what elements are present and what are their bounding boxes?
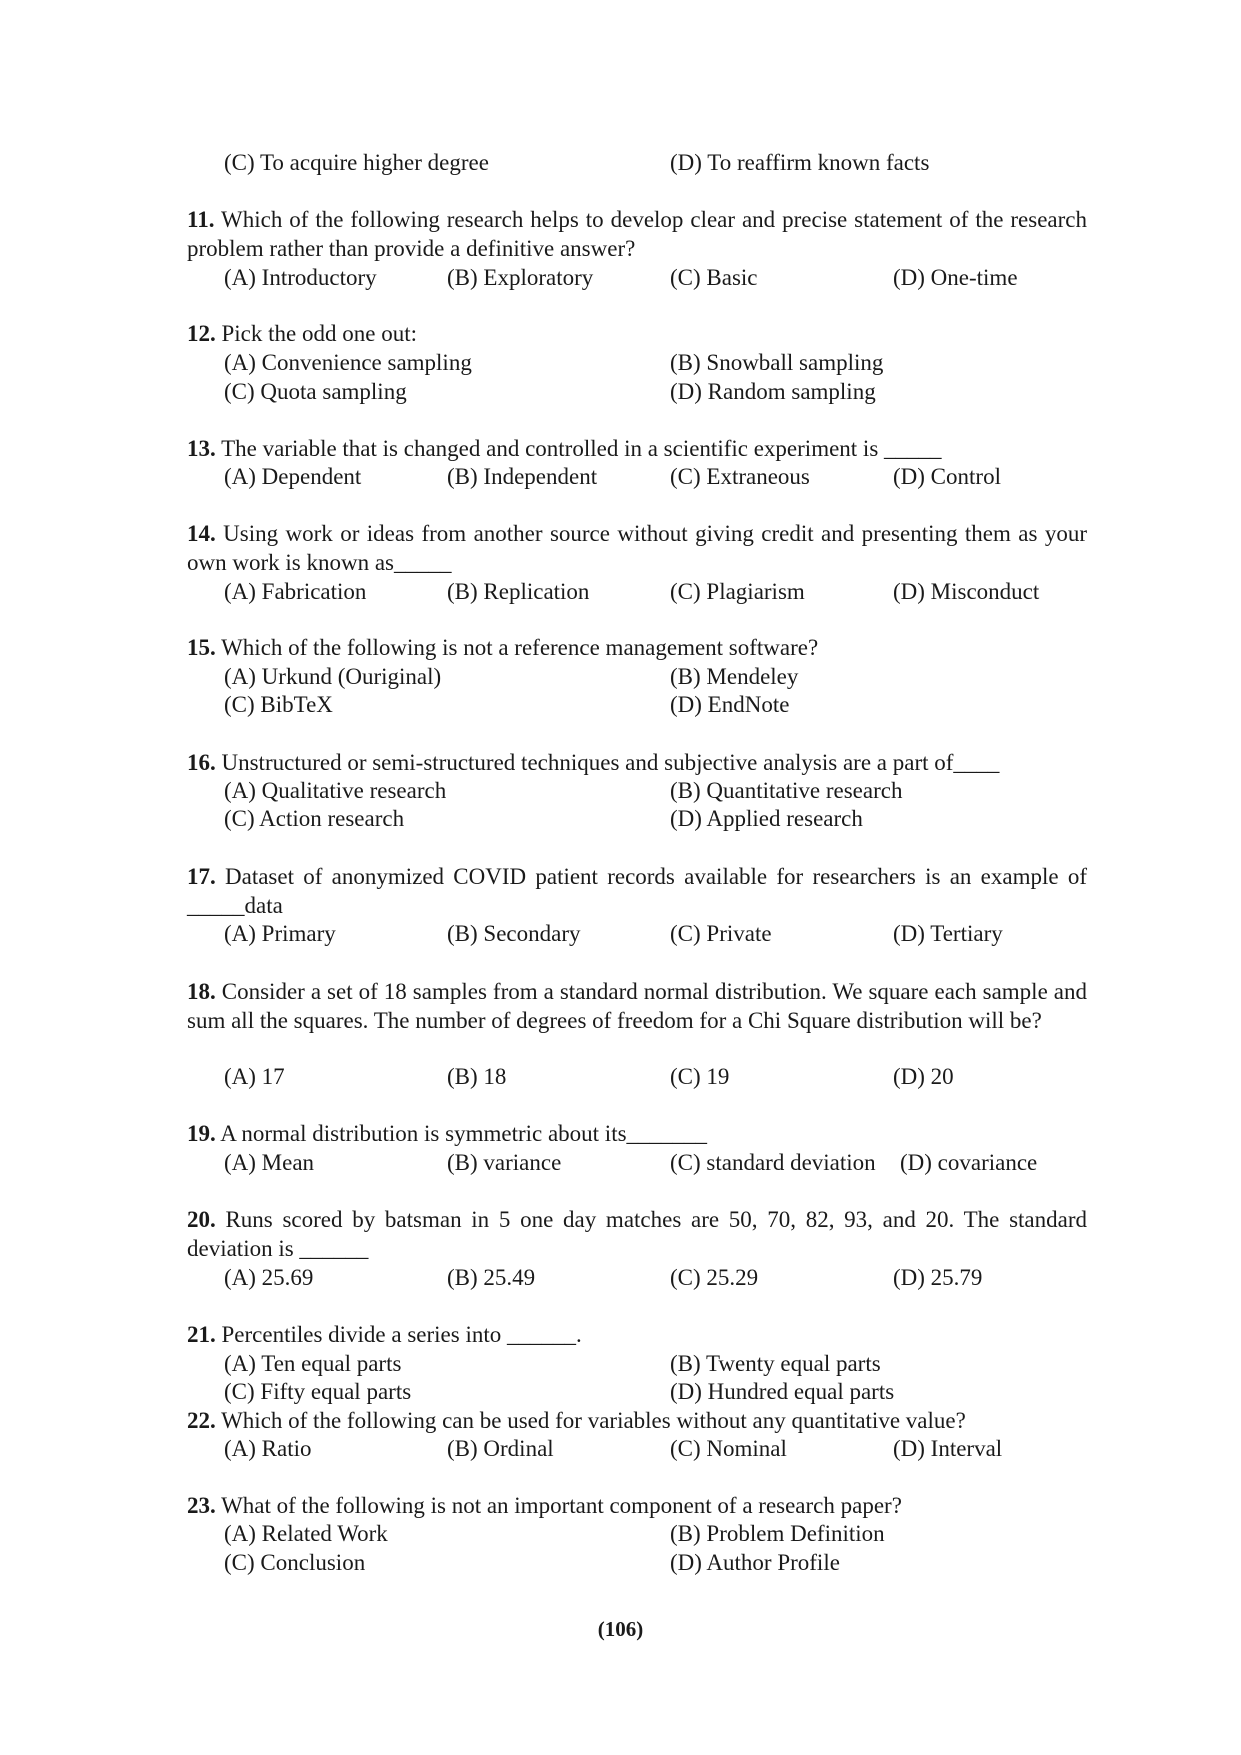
question-number: 22. xyxy=(187,1408,216,1433)
question-stem: Using work or ideas from another source without giving credit and presenting them as your own work is known as_____ xyxy=(187,521,1088,575)
question-stem: Which of the following is not a reference management software? xyxy=(221,635,819,660)
option-b: (B) Replication xyxy=(447,579,590,604)
question-16 xyxy=(187,749,1087,778)
question-stem: Dataset of anonymized COVID patient records available for researchers is an example of _____data xyxy=(187,864,1087,918)
question-number: 12. xyxy=(187,321,216,346)
option-c: (C) Nominal xyxy=(670,1436,787,1461)
option-c: (C) standard deviation xyxy=(670,1150,876,1175)
option-d: (D) Applied research xyxy=(670,806,863,831)
option-a: (A) Qualitative research xyxy=(224,778,447,803)
question-number: 21. xyxy=(187,1322,216,1347)
question-number: 23. xyxy=(187,1493,216,1518)
question-number: 14. xyxy=(187,521,216,546)
option-b: (B) Secondary xyxy=(447,921,581,946)
question-11 xyxy=(187,206,1087,263)
option-d: (D) Hundred equal parts xyxy=(670,1379,895,1404)
option-d: (D) One-time xyxy=(893,265,1018,290)
question-number: 13. xyxy=(187,436,216,461)
option-c: (C) Conclusion xyxy=(224,1550,366,1575)
option-a: (A) Mean xyxy=(224,1150,315,1175)
option-c: (C) Quota sampling xyxy=(224,379,407,404)
question-stem: Percentiles divide a series into ______. xyxy=(221,1322,582,1347)
option-d: (D) 25.79 xyxy=(893,1265,983,1290)
question-19 xyxy=(187,1120,1087,1149)
option-b: (B) Mendeley xyxy=(670,664,799,689)
option-c: (C) BibTeX xyxy=(224,692,333,717)
question-stem: Which of the following research helps to develop clear and precise statement of the research problem rather than provide a definitive answer? xyxy=(187,207,1087,261)
question-15 xyxy=(187,634,1087,663)
option-d: (D) Random sampling xyxy=(670,379,876,404)
question-stem: Runs scored by batsman in 5 one day matches are 50, 70, 82, 93, and 20. The standard deviation is ______ xyxy=(187,1207,1087,1261)
question-21 xyxy=(187,1321,1087,1350)
option-b: (B) Twenty equal parts xyxy=(670,1351,881,1376)
question-18 xyxy=(187,978,1087,1035)
option-b: (B) Quantitative research xyxy=(670,778,903,803)
page-number: (106) xyxy=(597,1617,644,1641)
option-d: (D) 20 xyxy=(893,1064,954,1089)
option-a: (A) Urkund (Ouriginal) xyxy=(224,664,442,689)
question-stem: A normal distribution is symmetric about its_______ xyxy=(220,1121,708,1146)
question-stem: Which of the following can be used for variables without any quantitative value? xyxy=(221,1408,966,1433)
question-stem: The variable that is changed and controlled in a scientific experiment is _____ xyxy=(221,436,942,461)
option-a: (A) Ratio xyxy=(224,1436,312,1461)
question-stem: Pick the odd one out: xyxy=(221,321,417,346)
option-d: (D) Interval xyxy=(893,1436,1003,1461)
option-a: (A) 25.69 xyxy=(224,1265,314,1290)
question-number: 17. xyxy=(187,864,216,889)
option-a: (A) Convenience sampling xyxy=(224,350,472,375)
question-stem: Consider a set of 18 samples from a standard normal distribution. We square each sample and sum all the squares. The number of degrees of freedom for a Chi Square distribution will be? xyxy=(187,979,1087,1033)
option-d: (D) Tertiary xyxy=(893,921,1003,946)
question-stem: What of the following is not an important component of a research paper? xyxy=(221,1493,902,1518)
option-a: (A) Introductory xyxy=(224,265,377,290)
question-number: 18. xyxy=(187,979,216,1004)
option-b: (B) Snowball sampling xyxy=(670,350,884,375)
option-a: (A) Dependent xyxy=(224,464,362,489)
option-b: (B) 25.49 xyxy=(447,1265,536,1290)
option-a: (A) Primary xyxy=(224,921,336,946)
option-d: (D) Author Profile xyxy=(670,1550,840,1575)
question-number: 16. xyxy=(187,750,216,775)
option-c: (C) Action research xyxy=(224,806,405,831)
option-c: (C) 19 xyxy=(670,1064,730,1089)
question-number: 11. xyxy=(187,207,215,232)
option-c: (C) To acquire higher degree xyxy=(224,150,489,175)
option-b: (B) Ordinal xyxy=(447,1436,554,1461)
option-b: (B) Independent xyxy=(447,464,598,489)
option-c: (C) Extraneous xyxy=(670,464,810,489)
option-d: (D) EndNote xyxy=(670,692,790,717)
option-a: (A) Related Work xyxy=(224,1521,388,1546)
question-number: 15. xyxy=(187,635,216,660)
question-22 xyxy=(187,1407,1087,1436)
option-c: (C) 25.29 xyxy=(670,1265,759,1290)
option-d: (D) To reaffirm known facts xyxy=(670,150,930,175)
question-stem: Unstructured or semi-structured techniques and subjective analysis are a part of____ xyxy=(221,750,1000,775)
option-c: (C) Plagiarism xyxy=(670,579,805,604)
option-c: (C) Fifty equal parts xyxy=(224,1379,412,1404)
question-20 xyxy=(187,1206,1087,1263)
question-14 xyxy=(187,520,1087,577)
option-a: (A) Fabrication xyxy=(224,579,367,604)
question-number: 19. xyxy=(187,1121,216,1146)
question-12 xyxy=(187,320,1087,349)
option-b: (B) variance xyxy=(447,1150,562,1175)
option-a: (A) Ten equal parts xyxy=(224,1351,402,1376)
option-b: (B) Exploratory xyxy=(447,265,594,290)
option-c: (C) Private xyxy=(670,921,772,946)
option-b: (B) Problem Definition xyxy=(670,1521,885,1546)
option-c: (C) Basic xyxy=(670,265,758,290)
option-d: (D) Control xyxy=(893,464,1001,489)
question-number: 20. xyxy=(187,1207,216,1232)
option-d: (D) covariance xyxy=(900,1150,1038,1175)
option-a: (A) 17 xyxy=(224,1064,285,1089)
question-13 xyxy=(187,435,1087,464)
option-b: (B) 18 xyxy=(447,1064,507,1089)
question-23 xyxy=(187,1492,1087,1521)
option-d: (D) Misconduct xyxy=(893,579,1040,604)
question-17 xyxy=(187,863,1087,920)
